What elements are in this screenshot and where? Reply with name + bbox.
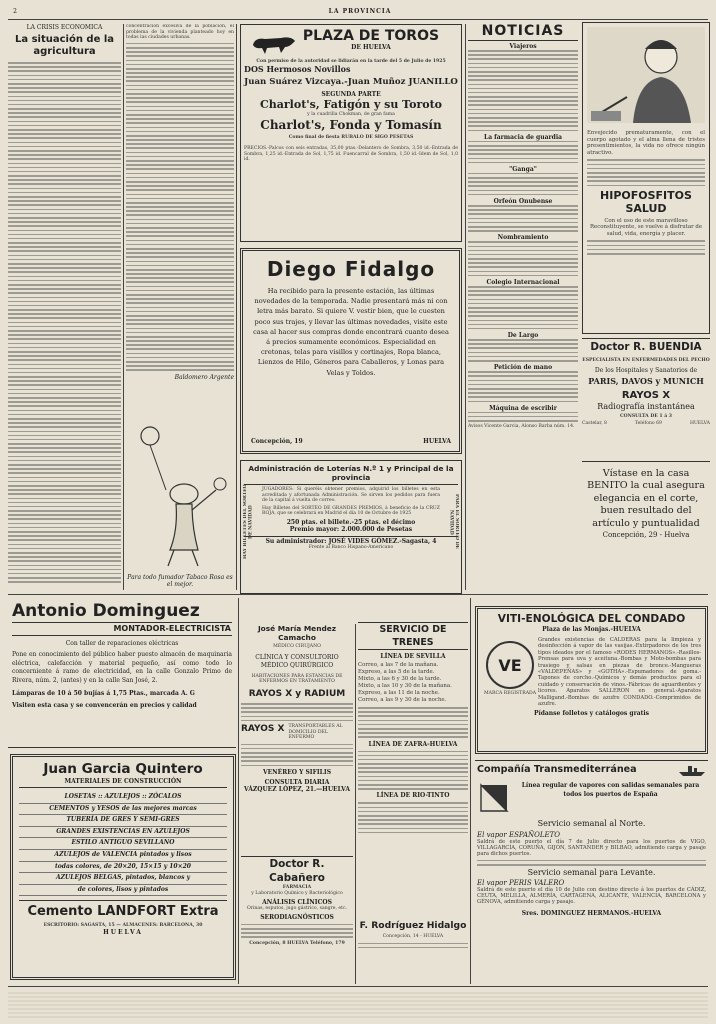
loterias-prices: 250 ptas. el billete.-25 ptas. el décimo [286,518,416,526]
bull-icon [249,31,299,57]
fidalgo-name: Diego Fidalgo [266,257,436,281]
loterias-major: Premio mayor: 2.000.000 de Pesetas [289,525,413,533]
fidalgo-address: Concepción, 19 [251,438,303,445]
transmed-agent: Sres. DOMINGUEZ HERMANOS.-HUELVA [521,909,662,917]
quintero-item: TUBERÍA DE GRES Y SEMI-GRES [19,815,227,827]
buendia-spec2: De los Hospitales y Sanatorios de [594,366,698,374]
camacho-venereo: VENÉREO Y SIFILIS [262,768,332,776]
toros-title: PLAZA DE TOROS [302,28,440,44]
trenes-title: SERVICIO DE TRENES [358,622,468,650]
toros-toreros: Juan Suárez Vizcaya.-Juan Muñoz JUANILLO [244,77,458,88]
quintero-item: AZULEJOS de VALENCIA pintados y lisos [19,850,227,862]
article-continuation-text: concentración excesiva de la población, el problema de la vivienda planteado hoy en todas las ciudades urbanas. [126,24,234,41]
transmed-levante: Servicio semanal para Levante. [527,868,656,878]
cabanero-sub: FARMACIA [282,885,312,890]
toros-ad [240,24,462,242]
noticias-h7: De Largo [507,332,539,340]
article-continuation [126,24,234,434]
transmed-ship2-text: Saldrá de este puerto el día 10 de Julio con destino directo á los puertos de CÁDIZ, CEUTA, MELILLA, ALMERÍA, CARTAGENA, ALICANTE, VALENCIA, BARCELONA y GÉNOVA, admitiendo carga y pasaje. [477,886,706,906]
transmed-ship2: El vapor PERIS VALERO [477,878,565,887]
loterias-sorteo: Hay Billetes del SORTEO DE GRANDES PREMIOS, á beneficio de la CRUZ ROJA, que se celebrará en Madrid el día 10 de Octubre de 1925 [262,505,440,517]
quintero-item: AZULEJOS BELGAS, pintados, blancos y [19,873,227,885]
dominguez-ad [8,598,236,748]
noticias-h2: La farmacia de guardia [483,133,563,141]
toros-band: Como final de fiesta RUBALO DE SIGO PESETAS [288,134,414,140]
trenes-row: Mixto, a las 10 y 30 de la mañana. [358,683,452,689]
loterias-side-right: PARA EL SORTEO DE NAVIDAD [448,494,459,550]
quintero-cement: Cemento LANDFORT Extra [19,900,227,920]
benito-address: Concepción, 29 - Huelva [602,531,690,540]
cabanero-sero: SERODIAGNÓSTICOS [260,913,334,921]
camacho-rooms: HABITACIONES PARA ESTANCIAS DE ENFERMOS EN TRATAMIENTO [251,673,343,685]
camacho-name: José María Mendez Camacho [257,624,337,642]
quintero-name: Juan Garcia Quintero [43,761,203,777]
hidalgo-ad [358,920,468,980]
vitienologica-name: VITI-ENOLÓGICA DEL CONDADO [497,613,686,625]
quintero-item: LOSETAS :: AZULEJOS :: ZÓCALOS [19,792,227,804]
cabanero-sub2: y Laboratorio Químico y Bacteriológico [251,890,343,896]
vitienologica-address: Plaza de las Monjas.-HUELVA [542,626,641,633]
trenes-rows [358,662,468,704]
loterias-body: JUGADORES: Si queréis obtener premios, adquirid los billetes en esta acreditada y afortunada Administración. Se sirven los pedidos para fuera de la capital á vuelta de correo. [262,487,440,504]
noticias-column [468,22,578,592]
toros-subtitle: DE HUELVA [351,44,391,51]
buendia-radio: Radiografía instantánea [597,402,695,412]
toros-date: Con permiso de la autoridad se lidiarán en la tarde del 5 de Julio de 1925 [256,59,446,64]
article-headline: La situación de la agricultura [14,34,115,57]
buendia-consulta: CONSULTA DE 1 á 3 [619,413,673,419]
buendia-rayos: RAYOS X [621,390,671,402]
quintero-items [19,792,227,896]
transmed-ad [475,760,708,982]
cabanero-name: Doctor R. Cabañero [269,858,325,884]
trenes-row: Correo, a las 7 de la mañana. [358,662,439,668]
quintero-trade: MATERIALES DE CONSTRUCCIÓN [19,778,227,788]
trenes-row: Mixto, a las 6 y 30 de la tarde. [358,676,442,682]
loterias-title: Administración de Loterías N.º 1 y Principal de la provincia [244,464,458,485]
noticias-h6: Colegio Internacional [486,279,560,286]
cabanero-analisis: ANÁLISIS CLÍNICOS [262,899,332,907]
cabanero-analisis2: Orinas, esputos, jugo gástrico, sangre, etc. [246,906,348,912]
noticias-title: NOTICIAS [468,22,578,41]
transmed-line: Línea regular de vapores con salidas semanales para todos los puertos de España [521,782,700,798]
vitienologica-ad [475,606,708,754]
hipofosfitos-tagline: Con el uso de este maravilloso Reconstituyente, se vuelve á disfrutar de salud, vida, energía y placer. [589,217,703,237]
buendia-name: Doctor R. BUENDIA [590,341,702,353]
camacho-rayos2: RAYOS X [241,723,285,734]
dominguez-body: Pone en conocimiento del público haber puesto almacén de maquinaria eléctrica, calefacción y material pequeño, así como todo lo concerniente á ramo de electricidad, en la calle Gonzalo Primo de Rivera, núm. 2, (antes) y en la calle San José, 2. [12,651,232,684]
section-label: LA CRISIS ECONÓMICA [26,24,103,31]
noticias-h3: "Ganga" [509,165,537,173]
quintero-city: HUELVA [103,928,143,936]
toros-bulls: DOS Hermosos Novillos [244,63,351,74]
cabanero-address: Concepción, 8 HUELVA Teléfono, 179 [249,940,345,946]
article-signature: Baldomero Argente [174,374,234,381]
masthead-title: LA PROVINCIA [328,8,392,15]
hipofosfitos-product: HIPOFOSFITOS SALUD [600,188,692,215]
loterias-admin: Su administrador: JOSÉ VIDES GÓMEZ.-Sagasta, 4 [244,536,458,545]
noticias-h9: Máquina de escribir [489,404,557,412]
transmed-title: Compañía Transmediterránea [477,764,637,775]
cartoon-caption: Para todo fumador Tabaco Rosa es el mejor. [127,574,233,588]
camacho-title: MÉDICO CIRUJANO [273,644,321,649]
noticias-last-line: Avisos Vicente Garcia, Alonso Barba núm. 14. [468,424,575,430]
noticias-h8: Petición de mano [493,364,553,372]
trenes-row: Expreso, a las 5 de la tarde. [358,669,435,675]
trenes-row: Expreso, a las 11 de la noche. [358,690,440,696]
company-flag-icon [477,781,511,815]
dominguez-sub: Con taller de reparaciones eléctricas [65,640,179,647]
trenes-column [358,622,468,898]
quintero-address: ESCRITORIO: SAGASTA, 15 — ALMACENES: BARCELONA, 30 [43,923,203,929]
dominguez-name: Antonio Dominguez [12,601,200,621]
noticias-h5: Nombramiento [497,234,549,242]
transmed-ship1: El vapor ESPAÑOLETO [477,830,561,839]
toros-act: Charlot's, Fatigón y su Toroto [260,98,442,112]
camacho-consulta: CONSULTA DIARIA [264,778,330,786]
loterias-admin-sub: Frente al Banco Hispano-Americano [308,544,394,550]
smoker-illustration [126,420,234,570]
hipofosfitos-ad [582,22,710,334]
hidalgo-name: F. Rodríguez Hidalgo [359,920,467,931]
benito-text: Vístase en la casa BENITO la cual asegura elegancia en el corte, buen resultado del artículo y puntualidad [587,468,705,529]
noticias-h1: Viajeros [509,43,537,50]
loterias-side-left: HAY BILLETES DEL SORTEO DE NAVIDAD [243,484,254,560]
benito-ad [582,466,710,592]
buendia-spec: ESPECIALISTA EN ENFERMEDADES DEL PECHO [582,358,710,363]
article-agricultura [8,24,121,594]
buendia-city: HUELVA [689,421,710,427]
transmed-ship1-text: Saldrá de este puerto el día 7 de Julio directo para los puertos de VIGO, VILLAGARCÍA, CORUÑA, GIJÓN, SANTANDER y BILBAO, admitiendo carga y pasaje para dichos puertos. [477,838,706,858]
buendia-address: Castelar, 8 [582,421,607,427]
trenes-line1: LÍNEA DE SEVILLA [380,653,446,660]
dominguez-visit: Visiten esta casa y se convencerán en precios y calidad [12,702,197,710]
toros-troupe: y la cuadrilla Chokman, de gran fama [307,112,395,118]
toros-part: SEGUNDA PARTE [321,91,381,99]
dominguez-trade: MONTADOR-ELECTRICISTA [12,622,232,636]
camacho-clinic: CLÍNICA Y CONSULTORIO MÉDICO QUIRÚRGICO [255,653,339,670]
page-bottom-margin [8,990,708,1018]
quintero-ad [10,754,236,980]
transmed-north: Servicio semanal al Norte. [537,819,646,828]
dominguez-lamp: Lámparas de 10 á 50 bujías á 1,75 Ptas., marcada A. G [12,690,195,698]
hidalgo-sub: Concepción, 14 - HUELVA [382,934,444,939]
quintero-item: GRANDES EXISTENCIAS EN AZULEJOS [19,827,227,839]
noticias-h4: Orfeón Onubense [493,198,553,205]
quintero-item: de colores, lisos y pintados [19,885,227,897]
toros-names: Charlot's, Fonda y Tomasín [260,117,442,132]
fidalgo-body: Ha recibido para la presente estación, las últimas novedades de la temporada. Nadie presentará más ni con letra más barato. Si quiere V. vestir bien, que le cuesten poco sus trajes, y llevar las últimas novedades, visite este casa al hacer sus compras donde encontrará cuanto desea á precios sumamente económicos. Especialidad en cretonas, telas para visillos y cortinajes, Ropa blanca, Lienzos de Hilo, Géneros para Caballeros, y Lonas para Velas y Toldos. [253,287,449,377]
buendia-phone: Teléfono 69 [634,421,662,427]
fidalgo-city: HUELVA [423,438,451,445]
vitienologica-body: Grandes existencias de CALDERAS para la limpieza y desinfección á vapor de las vasijas.-Extirpadores de los tres tipos ideados por el famoso «RODES HERMANOS».-Rasillos-Prensas para uva y aceituna.-Bombas y Moto-bombas para trasiego y salsas en piezas de bronce.-Mangueras «VALDEPEÑAS» y «GOTHA».-Espumadores de goma.-Tapones de corcho.-Químicos y demás productos para el cuidado y conservación de vinos.-Fábricas de aguardientes y licores. Aparatos SALLERON en general.-Aparatos Malligand.-Bombas de azufre CONDADO.-Comprimidos de azufre. [538,637,701,708]
cabanero-ad [241,856,353,982]
hipofosfitos-text: Envejecido prematuramente, con el cuerpo agotado y el alma llena de tristes presentimientos, la vida no ofrece ningún atractivo. [587,130,705,156]
vitienologica-final: Pídanse folletos y catálogos gratis [533,710,650,718]
ve-emblem-letters: VE [498,655,522,675]
ship-icon [678,763,706,777]
camacho-rayos2-sub: TRANSPORTABLES AL DOMICILIO DEL ENFERMO [288,723,343,741]
quintero-item: CEMENTOS y YESOS de las mejores marcas [19,804,227,816]
camacho-rayos: RAYOS X y RADIUM [248,688,346,699]
tired-man-illustration [587,27,705,123]
trenes-line2: LÍNEA DE ZAFRA-HUELVA [368,740,458,748]
camacho-ad [241,624,353,852]
loterias-ad [240,460,462,594]
camacho-address: VÁZQUEZ LÓPEZ, 21.—HUELVA [244,785,350,793]
quintero-item: todas colores, de 20×20, 15×15 y 10×20 [19,862,227,874]
page-number: 2 [13,8,17,15]
ve-emblem-caption: MARCA REGISTRADA [483,691,537,696]
toros-prices: PRECIOS.-Palcos con seis entradas, 35,00 ptas.-Delantero de Sombra, 3,50 id.-Entrada de Sombra, 1,25 id.-Entrada de Sol, 1,75 id. Fuencarral de Sombra, 1,50 id.-Idem de Sol, 1,0 id. [244,146,458,163]
tabaco-cartoon [126,420,234,590]
article-body [8,62,121,583]
buendia-ad [582,338,710,462]
trenes-row: Correo, a las 9 y 30 de la noche. [358,697,447,703]
ve-emblem-icon [486,641,534,689]
buendia-cities: PARIS, DAVOS y MUNICH [588,375,704,386]
fidalgo-ad [240,248,462,454]
trenes-line3: LÍNEA DE RIO-TINTO [376,792,450,800]
quintero-item: ESTILO ANTIGUO SEVILLANO [19,838,227,850]
